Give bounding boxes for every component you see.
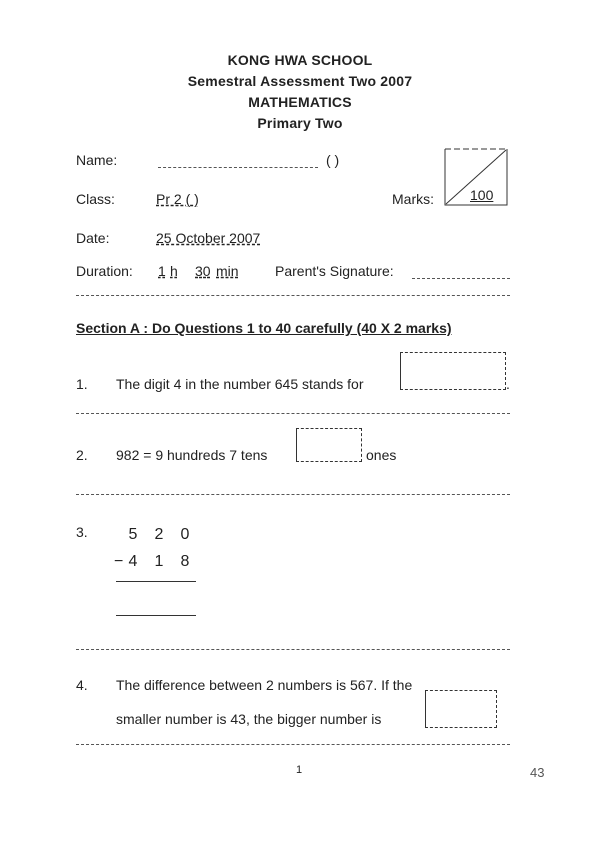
digit: 4: [128, 553, 138, 570]
duration-minutes-unit: min: [216, 263, 239, 279]
subtraction-top-row: [120, 526, 198, 544]
digit: 8: [180, 553, 190, 570]
date-label: Date:: [76, 230, 110, 246]
question-text-line-2: smaller number is 43, the bigger number is: [116, 711, 382, 727]
level-title: Primary Two: [257, 115, 343, 131]
question-separator: [76, 413, 510, 414]
section-a-title: Section A : Do Questions 1 to 40 carefully (40 X 2 marks): [76, 320, 452, 336]
digit: 1: [154, 553, 164, 570]
duration-hours-unit: h: [170, 263, 178, 279]
class-field[interactable]: Pr 2 ( ): [156, 191, 199, 207]
question-text: The digit 4 in the number 645 stands for: [116, 376, 364, 392]
duration-hours: 1: [158, 263, 166, 279]
sum-line: [116, 581, 196, 582]
question-number: 4.: [76, 677, 88, 693]
register-number-paren: ( ): [326, 152, 340, 168]
marks-total: 100: [470, 187, 494, 203]
answer-line[interactable]: [116, 615, 196, 616]
question-separator: [76, 744, 510, 745]
minus-operator: −: [114, 553, 124, 570]
duration-label: Duration:: [76, 263, 133, 279]
question-separator: [76, 649, 510, 650]
question-punctuation: .: [506, 376, 510, 392]
name-field[interactable]: [158, 167, 318, 168]
question-number: 3.: [76, 524, 88, 540]
marks-label: Marks:: [392, 191, 434, 207]
question-text: 982 = 9 hundreds 7 tens: [116, 447, 268, 463]
digit: 0: [180, 526, 190, 543]
assessment-title: Semestral Assessment Two 2007: [187, 73, 413, 89]
question-separator: [76, 494, 510, 495]
signature-field[interactable]: [412, 278, 510, 279]
question-suffix: ones: [366, 447, 397, 463]
subject-title: MATHEMATICS: [248, 94, 352, 110]
answer-box[interactable]: [425, 690, 497, 728]
page-number: 1: [296, 764, 303, 776]
header-separator: [76, 295, 510, 296]
signature-label: Parent's Signature:: [275, 263, 394, 279]
corner-mark: 43: [530, 765, 545, 780]
school-name: KONG HWA SCHOOL: [227, 52, 373, 68]
digit: 5: [128, 526, 138, 543]
digit: 2: [154, 526, 164, 543]
question-text-line-1: The difference between 2 numbers is 567. If the: [116, 677, 413, 693]
duration-minutes: 30: [195, 263, 211, 279]
subtraction-bottom-row: [120, 553, 198, 571]
answer-box[interactable]: [400, 352, 506, 390]
class-label: Class:: [76, 191, 115, 207]
name-label: Name:: [76, 152, 118, 168]
question-number: 1.: [76, 376, 88, 392]
date-value: 25 October 2007: [156, 230, 261, 246]
answer-box[interactable]: [296, 428, 362, 462]
question-number: 2.: [76, 447, 88, 463]
